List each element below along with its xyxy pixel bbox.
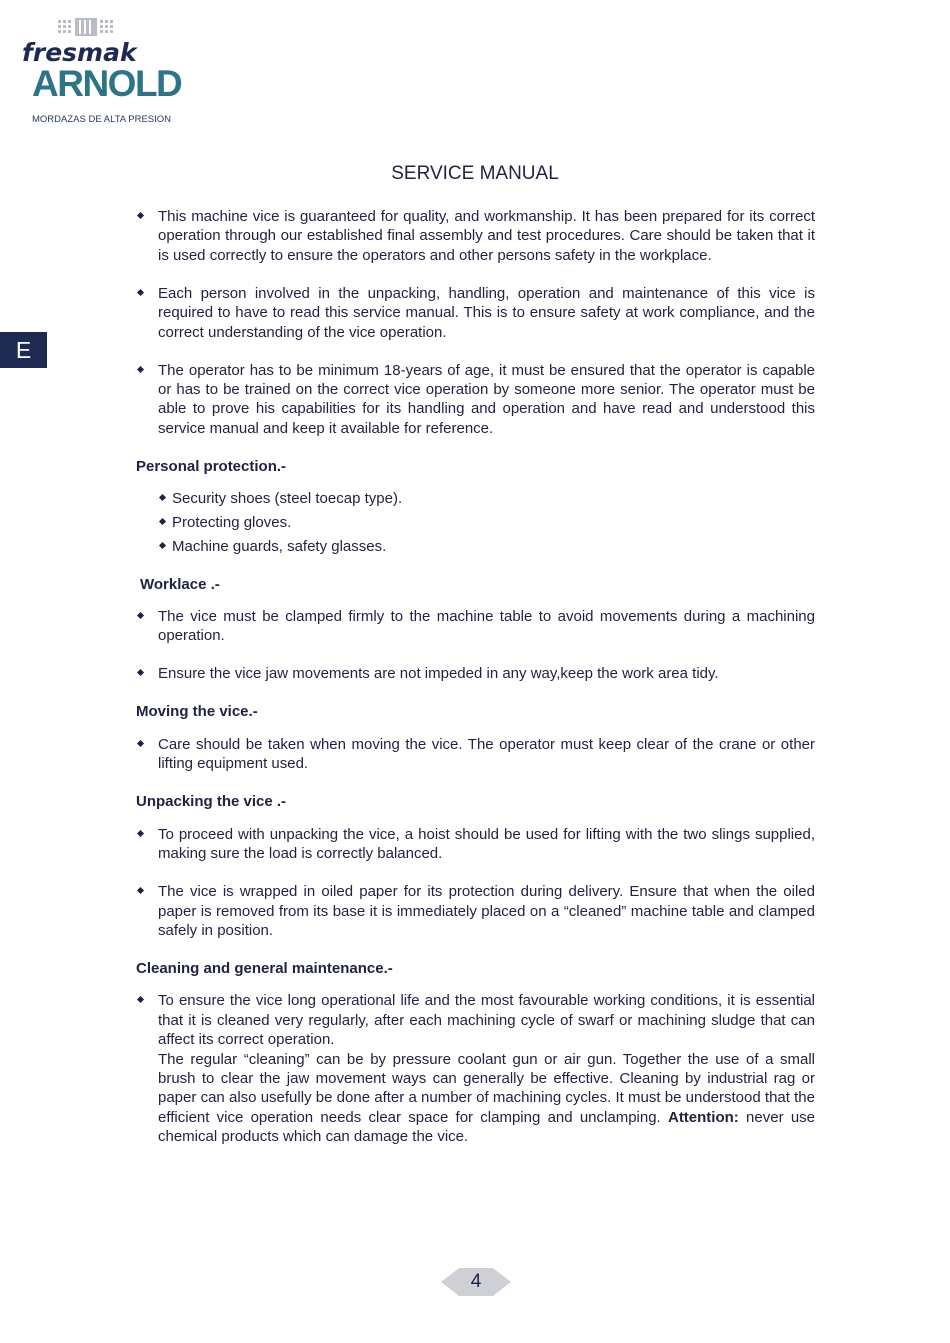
language-tab: E: [0, 332, 47, 368]
page-number: 4: [470, 1271, 482, 1292]
company-logo: [22, 18, 182, 125]
page-title: SERVICE MANUAL: [391, 163, 559, 184]
cleaning-heading: Cleaning and general maintenance.-: [136, 959, 393, 977]
personal-protection-heading: Personal protection.-: [136, 457, 287, 475]
unpacking-heading: Unpacking the vice .-: [136, 793, 287, 811]
manual-content: [136, 207, 815, 1165]
protection-item-guards: Machine guards, safety glasses.: [158, 537, 815, 556]
cleaning-paragraph-1: To ensure the vice long operational life and the most favourable working conditions, it is essential that it is cleaned very regularly, after each machining cycle of swarf or machining sludge that can affect its correct operation.: [158, 992, 815, 1049]
moving-heading: Moving the vice.-: [136, 703, 258, 721]
logo-brand: fresmak: [22, 38, 137, 67]
intro-bullet-1: This machine vice is guaranteed for quality, and workmanship. It has been prepared for its correct operation through our established final assembly and test procedures. Care should be taken that it is used correctly to ensure the operators and other persons safety in the workplace.: [136, 207, 815, 265]
logo-name: ARNOLD: [32, 63, 182, 104]
logo-tagline: MORDAZAS DE ALTA PRESION: [32, 114, 172, 125]
moving-bullet-1: Care should be taken when moving the vice. The operator must keep clear of the crane or other lifting equipment used.: [136, 735, 815, 774]
logo-dot-grid-icon: [58, 18, 116, 38]
unpacking-bullet-2: The vice is wrapped in oiled paper for its protection during delivery. Ensure that when the oiled paper is removed from its base it is immediately placed on a “cleaned” machine table and clamped safely in position.: [136, 882, 815, 940]
intro-bullet-3: The operator has to be minimum 18-years of age, it must be ensured that the operator is capable or has to be trained on the correct vice operation by someone more senior. The operator must be able to prove his capabilities for its handling and operation and have read and understood this service manual and keep it available for reference.: [136, 361, 815, 439]
intro-bullet-2: Each person involved in the unpacking, handling, operation and maintenance of this vice is required to have to read this service manual. This is to ensure safety at work compliance, and the correct understanding of the vice operation.: [136, 284, 815, 342]
page-number-badge: [441, 1268, 511, 1296]
attention-label: Attention:: [667, 1108, 739, 1126]
unpacking-bullet-1: To proceed with unpacking the vice, a hoist should be used for lifting with the two slings supplied, making sure the load is correctly balanced.: [136, 825, 815, 864]
worklace-bullet-1: The vice must be clamped firmly to the machine table to avoid movements during a machining operation.: [136, 607, 815, 646]
worklace-heading: Worklace .-: [140, 575, 220, 593]
worklace-bullet-2: Ensure the vice jaw movements are not impeded in any way,keep the work area tidy.: [136, 664, 815, 683]
cleaning-bullet: [136, 991, 815, 1146]
protection-item-shoes: Security shoes (steel toecap type).: [158, 489, 815, 508]
personal-protection-list: [136, 489, 815, 556]
cleaning-paragraph-2: The regular “cleaning” can be by pressure coolant gun or air gun. Together the use of a small brush to clear the jaw movement ways can generally be effective. Cleaning by industrial rag or paper can also usefully be done after a number of machining cycles. It must be understood that the efficient vice operation needs clear space for clamping and unclamping.: [158, 1050, 815, 1126]
attention-text: never use chemical products which can damage the vice.: [158, 1108, 816, 1146]
protection-item-gloves: Protecting gloves.: [158, 513, 815, 532]
